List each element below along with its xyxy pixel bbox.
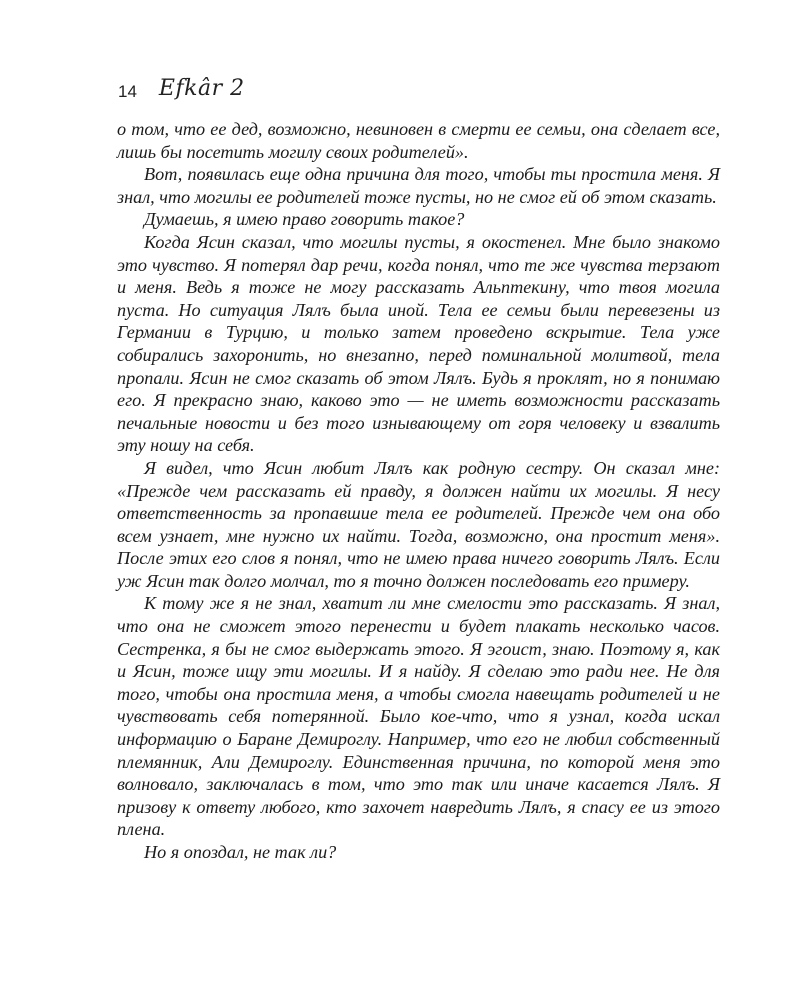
running-title: Efkâr 2: [158, 76, 245, 101]
paragraph: о том, что ее дед, возможно, невиновен в смерти ее семьи, она сделает все, лишь бы посетить могилу своих родителей».: [117, 119, 720, 162]
body-text: [117, 118, 720, 864]
paragraph: К тому же я не знал, хватит ли мне смелости это рассказать. Я знал, что она не сможет этого перенести и будет плакать несколько часов. Сестренка, я бы не смог выдержать этого. Я эгоист, знаю. Поэтому я, как и Ясин, тоже ищу эти могилы. И я найду. Я сделаю это ради нее. Не для того, чтобы она простила меня, а чтобы смогла навещать родителей и не чувствовать себя потерянной. Было кое-что, что я узнал, когда искал информацию о Баране Демироглу. Например, что его не любил собственный племянник, Али Демироглу. Единственная причина, по которой меня это волновало, заключалась в том, что это так или иначе касается Лялъ. Я призову к ответу любого, кто захочет навредить Лялъ, я спасу ее из этого плена.: [117, 593, 720, 840]
paragraph: Вот, появилась еще одна причина для того, чтобы ты простила меня. Я знал, что могилы ее родителей тоже пусты, но не смог ей об этом сказать.: [117, 164, 720, 207]
paragraph: Но я опоздал, не так ли?: [144, 842, 337, 862]
paragraph: Когда Ясин сказал, что могилы пусты, я окостенел. Мне было знакомо это чувство. Я потерял дар речи, когда понял, что те же чувства терзают и меня. Ведь я тоже не могу рассказать Альптекину, что твоя могила пуста. Но ситуация Лялъ была иной. Тела ее семьи были перевезены из Германии в Турцию, и только затем проведено вскрытие. Тела уже собирались захоронить, но внезапно, перед поминальной молитвой, тела пропали. Ясин не смог сказать об этом Лялъ. Будь я проклят, но я понимаю его. Я прекрасно знаю, каково это — не иметь возможности рассказать печальные новости и без того изнывающему от горя человеку и взвалить эту ношу на себя.: [117, 231, 720, 456]
page-number: 14: [118, 82, 137, 101]
paragraph: Я видел, что Ясин любит Лялъ как родную сестру. Он сказал мне: «Прежде чем рассказать ей правду, я должен найти их могилы. Я несу ответственность за пропавшие тела ее родителей. Прежде чем она обо всем узнает, мне нужно их найти. Тогда, возможно, она простит меня». После этих его слов я понял, что не имею права ничего говорить Лялъ. Если уж Ясин так долго молчал, то я точно должен последовать его примеру.: [117, 457, 720, 591]
paragraph: Думаешь, я имею право говорить такое?: [144, 209, 465, 230]
page-header: [118, 62, 245, 102]
